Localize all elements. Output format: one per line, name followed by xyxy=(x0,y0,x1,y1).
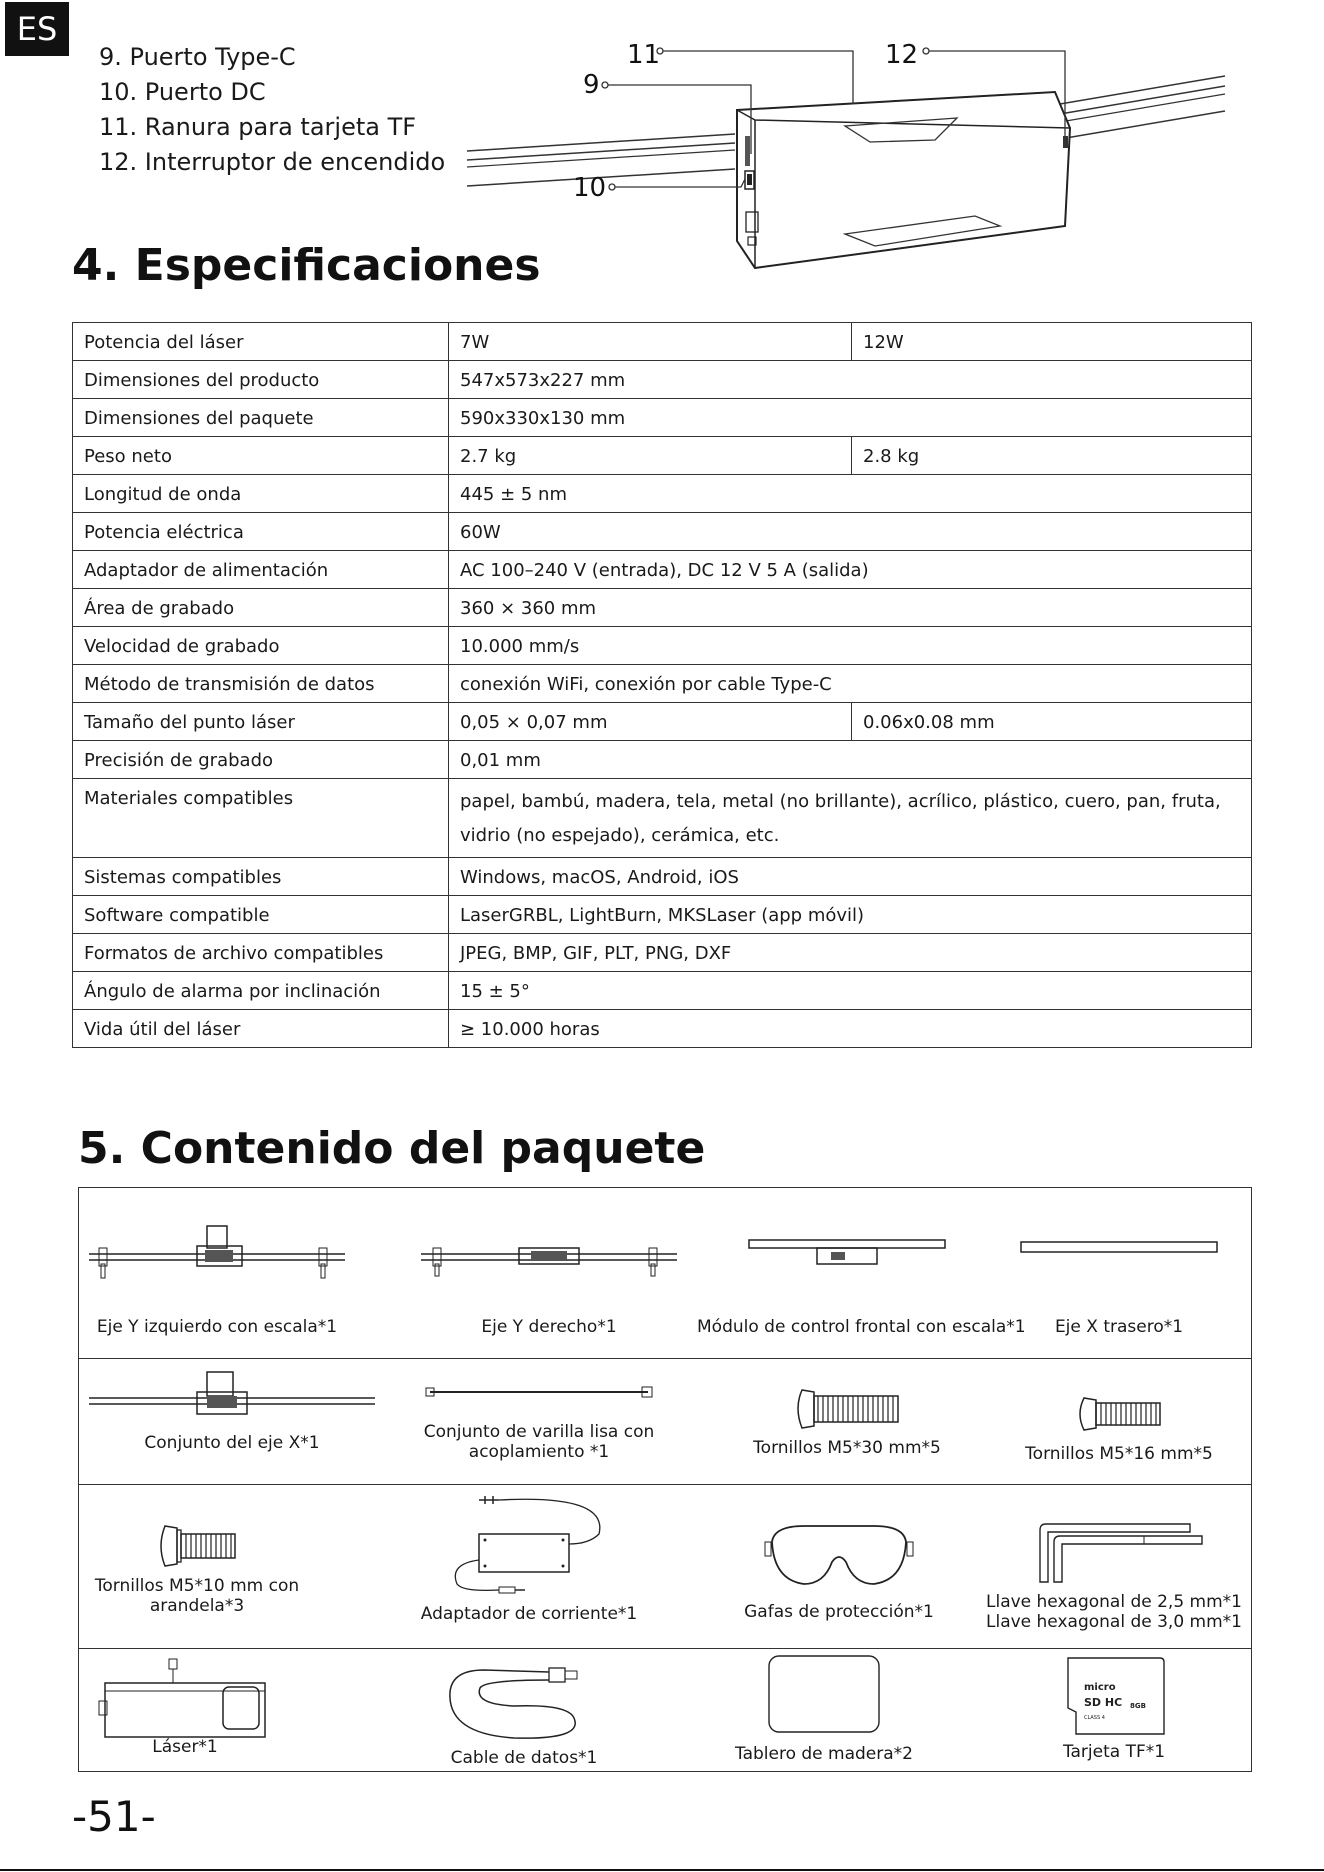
spec-label: Software compatible xyxy=(73,896,449,934)
table-row xyxy=(73,703,1252,741)
spec-label: Adaptador de alimentación xyxy=(73,551,449,589)
spec-value: 445 ± 5 nm xyxy=(449,475,1252,513)
table-row xyxy=(73,361,1252,399)
rear-x-axis-illustration xyxy=(1019,1238,1219,1292)
spec-label: Área de grabado xyxy=(73,589,449,627)
table-row xyxy=(73,627,1252,665)
package-item-screws-m5x16 xyxy=(1009,1394,1229,1464)
callout-12: 12 xyxy=(885,40,919,70)
device-port-diagram xyxy=(465,36,1245,276)
item-caption: Tablero de madera*2 xyxy=(735,1744,913,1764)
spec-label: Precisión de grabado xyxy=(73,741,449,779)
spec-value: 360 × 360 mm xyxy=(449,589,1252,627)
package-item-right-y-axis xyxy=(419,1232,679,1337)
item-caption: Llave hexagonal de 3,0 mm*1 xyxy=(986,1612,1242,1632)
table-row xyxy=(73,934,1252,972)
spec-value: JPEG, BMP, GIF, PLT, PNG, DXF xyxy=(449,934,1252,972)
row-divider xyxy=(79,1484,1251,1485)
item-caption: Tornillos M5*30 mm*5 xyxy=(753,1438,941,1458)
item-caption: Conjunto de varilla lisa con xyxy=(423,1422,655,1442)
specs-heading: 4. Especificaciones xyxy=(72,240,541,291)
table-row xyxy=(73,741,1252,779)
hex-key-icon xyxy=(1024,1522,1204,1588)
spec-value: ≥ 10.000 horas xyxy=(449,1010,1252,1048)
package-item-safety-goggles xyxy=(719,1522,959,1622)
package-item-smooth-rod-assembly xyxy=(399,1384,679,1462)
callout-11: 11 xyxy=(627,40,661,70)
package-item-left-y-axis xyxy=(87,1224,347,1337)
spec-label: Longitud de onda xyxy=(73,475,449,513)
package-item-tf-card xyxy=(1039,1656,1189,1762)
language-badge: ES xyxy=(5,2,69,56)
spec-value: 0,01 mm xyxy=(449,741,1252,779)
package-item-x-axis-assembly xyxy=(87,1368,377,1453)
spec-label: Tamaño del punto láser xyxy=(73,703,449,741)
table-row xyxy=(73,896,1252,934)
spec-value: 12W xyxy=(852,323,1252,361)
spec-value: 15 ± 5° xyxy=(449,972,1252,1010)
callout-10: 10 xyxy=(573,173,607,203)
spec-label: Dimensiones del paquete xyxy=(73,399,449,437)
safety-goggles-icon xyxy=(764,1522,914,1592)
package-item-laser-module xyxy=(85,1655,285,1757)
package-item-power-adapter xyxy=(399,1494,659,1624)
item-caption: arandela*3 xyxy=(149,1596,245,1616)
item-caption: Eje Y izquierdo con escala*1 xyxy=(96,1317,338,1337)
tf-card-class: CLASS 4 xyxy=(1084,1715,1105,1721)
package-item-screws-m5x10-washer xyxy=(87,1524,307,1616)
table-row xyxy=(73,972,1252,1010)
data-cable-icon xyxy=(444,1654,604,1746)
table-row xyxy=(73,858,1252,896)
table-row xyxy=(73,475,1252,513)
port-legend-item: 11. Ranura para tarjeta TF xyxy=(99,113,417,141)
item-caption: Eje X trasero*1 xyxy=(1054,1317,1184,1337)
package-item-screws-m5x30 xyxy=(727,1386,967,1458)
specs-table xyxy=(72,322,1252,1048)
screw-icon xyxy=(155,1524,239,1568)
package-contents-grid xyxy=(78,1187,1252,1772)
spec-label: Dimensiones del producto xyxy=(73,361,449,399)
table-row xyxy=(73,437,1252,475)
item-caption: Tarjeta TF*1 xyxy=(1062,1742,1166,1762)
package-item-front-control-module xyxy=(697,1238,1026,1337)
front-control-module-illustration xyxy=(747,1238,947,1292)
spec-label: Sistemas compatibles xyxy=(73,858,449,896)
spec-value: Windows, macOS, Android, iOS xyxy=(449,858,1252,896)
row-divider xyxy=(79,1648,1251,1649)
row-divider xyxy=(79,1358,1251,1359)
screw-icon xyxy=(1074,1394,1164,1434)
spec-value: AC 100–240 V (entrada), DC 12 V 5 A (salida) xyxy=(449,551,1252,589)
spec-label: Método de transmisión de datos xyxy=(73,665,449,703)
spec-value: 10.000 mm/s xyxy=(449,627,1252,665)
package-item-data-cable xyxy=(399,1654,649,1768)
tf-card-icon xyxy=(1062,1656,1166,1738)
table-row xyxy=(73,551,1252,589)
item-caption: Gafas de protección*1 xyxy=(744,1602,934,1622)
table-row xyxy=(73,589,1252,627)
spec-value: 2.8 kg xyxy=(852,437,1252,475)
spec-label: Peso neto xyxy=(73,437,449,475)
laser-module-illustration xyxy=(85,1655,285,1739)
footer-rule xyxy=(0,1869,1324,1871)
table-row xyxy=(73,513,1252,551)
x-axis-assembly-illustration xyxy=(87,1368,377,1424)
table-row xyxy=(73,399,1252,437)
package-item-wooden-board xyxy=(699,1654,949,1764)
table-row xyxy=(73,779,1252,858)
screw-icon xyxy=(792,1386,902,1432)
spec-value: 0.06x0.08 mm xyxy=(852,703,1252,741)
spec-value: 60W xyxy=(449,513,1252,551)
tf-card-logo: SD HC xyxy=(1084,1696,1123,1709)
table-row xyxy=(73,1010,1252,1048)
spec-value: 547x573x227 mm xyxy=(449,361,1252,399)
package-item-hex-keys xyxy=(979,1522,1249,1632)
spec-value: 7W xyxy=(449,323,852,361)
spec-value: 590x330x130 mm xyxy=(449,399,1252,437)
port-legend xyxy=(99,40,445,180)
spec-value: papel, bambú, madera, tela, metal (no brillante), acrílico, plástico, cuero, pan, fruta, vidrio (no espejado), cerámica, etc. xyxy=(449,779,1252,858)
item-caption: acoplamiento *1 xyxy=(468,1442,610,1462)
item-caption: Adaptador de corriente*1 xyxy=(420,1604,638,1624)
left-y-axis-illustration xyxy=(87,1224,347,1292)
spec-label: Ángulo de alarma por inclinación xyxy=(73,972,449,1010)
spec-value: 0,05 × 0,07 mm xyxy=(449,703,852,741)
callout-9: 9 xyxy=(583,70,600,100)
item-caption: Llave hexagonal de 2,5 mm*1 xyxy=(986,1592,1242,1612)
spec-label: Potencia eléctrica xyxy=(73,513,449,551)
port-legend-item: 10. Puerto DC xyxy=(99,78,266,106)
item-caption: Cable de datos*1 xyxy=(450,1748,598,1768)
spec-label: Vida útil del láser xyxy=(73,1010,449,1048)
item-caption: Eje Y derecho*1 xyxy=(481,1317,617,1337)
item-caption: Tornillos M5*16 mm*5 xyxy=(1025,1444,1213,1464)
table-row xyxy=(73,323,1252,361)
package-heading: 5. Contenido del paquete xyxy=(78,1123,706,1174)
power-adapter-icon xyxy=(439,1494,619,1602)
item-caption: Conjunto del eje X*1 xyxy=(144,1433,320,1453)
spec-label: Materiales compatibles xyxy=(73,779,449,858)
item-caption: Módulo de control frontal con escala*1 xyxy=(697,1317,1026,1337)
right-y-axis-illustration xyxy=(419,1232,679,1292)
spec-value: LaserGRBL, LightBurn, MKSLaser (app móvil) xyxy=(449,896,1252,934)
tf-card-brand: micro xyxy=(1084,1682,1116,1693)
spec-label: Potencia del láser xyxy=(73,323,449,361)
wooden-board-icon xyxy=(767,1654,881,1734)
spec-value: 2.7 kg xyxy=(449,437,852,475)
tf-card-size: 8GB xyxy=(1130,1702,1146,1710)
spec-label: Formatos de archivo compatibles xyxy=(73,934,449,972)
package-item-rear-x-axis xyxy=(999,1238,1239,1337)
item-caption: Tornillos M5*10 mm con xyxy=(94,1576,300,1596)
page-number: -51- xyxy=(72,1792,156,1841)
port-legend-item: 9. Puerto Type-C xyxy=(99,43,296,71)
table-row xyxy=(73,665,1252,703)
port-legend-item: 12. Interruptor de encendido xyxy=(99,148,446,176)
spec-label: Velocidad de grabado xyxy=(73,627,449,665)
spec-value: conexión WiFi, conexión por cable Type-C xyxy=(449,665,1252,703)
item-caption: Láser*1 xyxy=(152,1737,218,1757)
smooth-rod-illustration xyxy=(424,1384,654,1424)
